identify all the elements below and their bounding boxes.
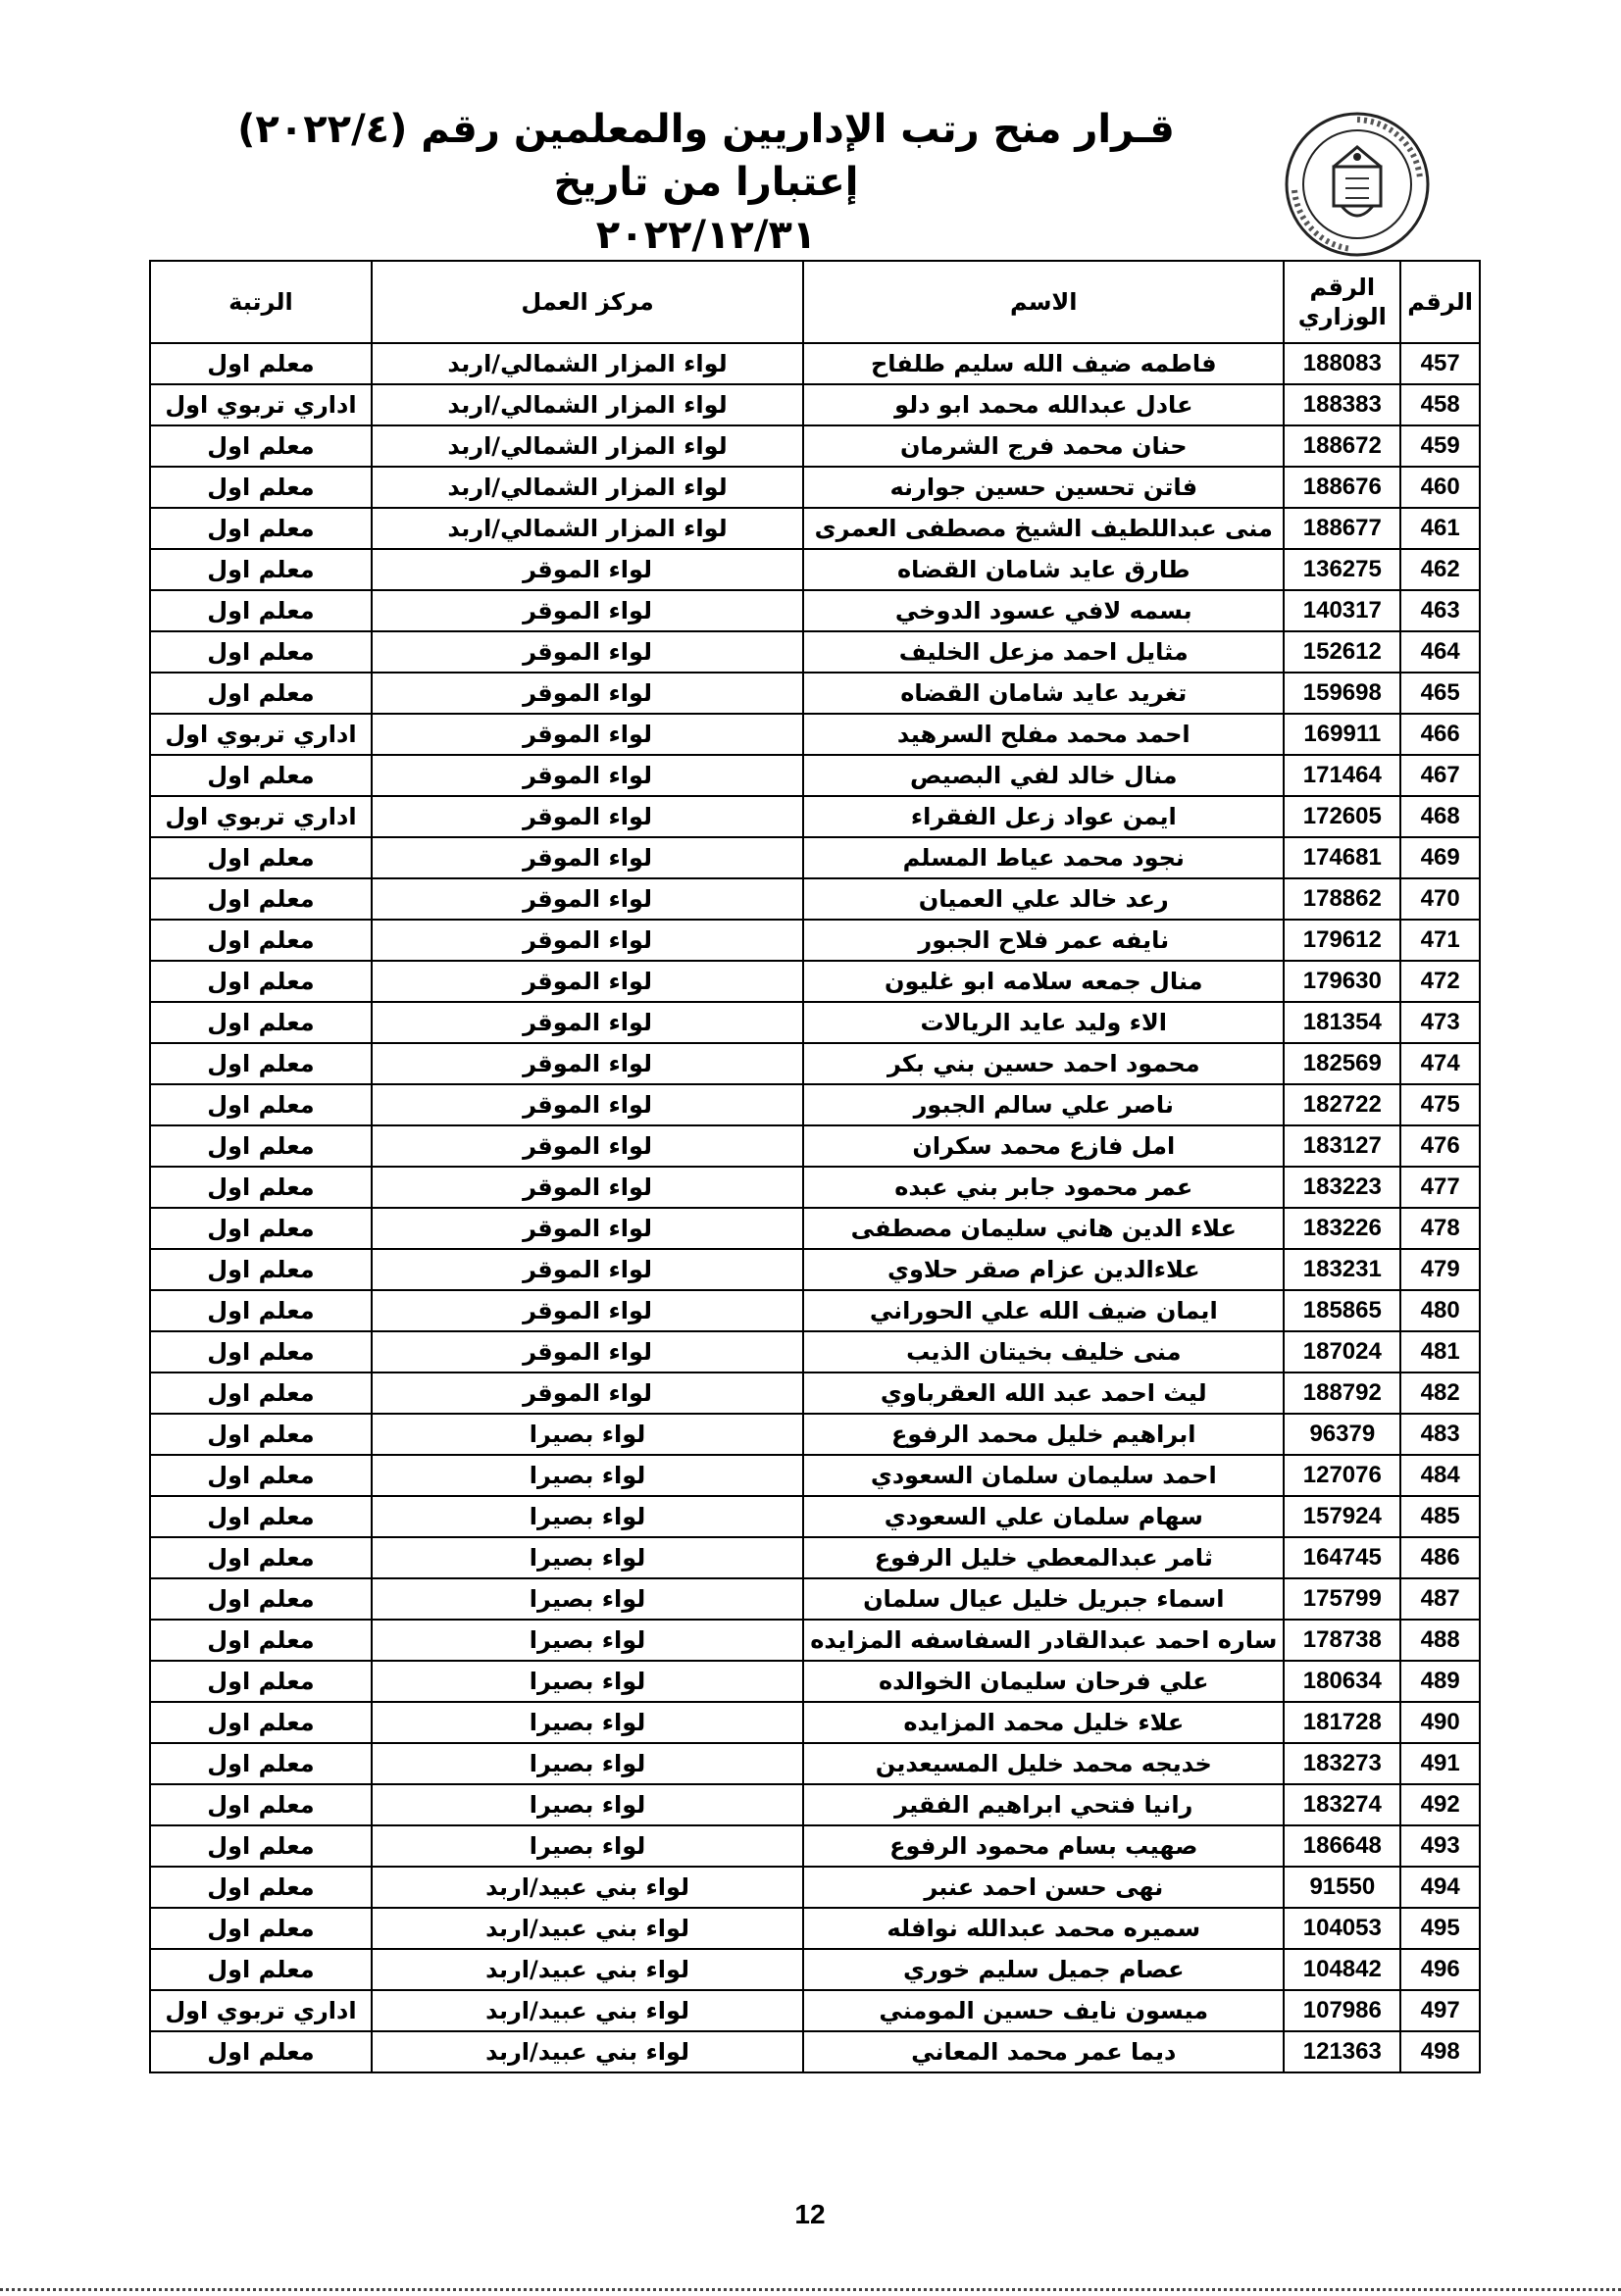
rank-cell: معلم اول — [150, 878, 372, 920]
workplace-cell: لواء الموقر — [372, 1249, 803, 1290]
ministry-number-cell: 180634 — [1284, 1661, 1400, 1702]
table-row — [150, 508, 1480, 549]
rank-cell: معلم اول — [150, 1661, 372, 1702]
employee-name-cell: صهيب بسام محمود الرفوع — [803, 1825, 1284, 1867]
ministry-number-cell: 136275 — [1284, 549, 1400, 590]
table-row — [150, 1702, 1480, 1743]
employee-name-cell: احمد محمد مفلح السرهيد — [803, 714, 1284, 755]
rank-cell: معلم اول — [150, 1167, 372, 1208]
table-row — [150, 343, 1480, 384]
employee-name-cell: ناصر علي سالم الجبور — [803, 1084, 1284, 1125]
title-line-1: قـرار منح رتب الإداريين والمعلمين رقم (٢٠٢٢/٤) إعتبارا من تاريخ — [237, 107, 1175, 205]
employee-name-cell: احمد سليمان سلمان السعودي — [803, 1455, 1284, 1496]
employee-name-cell: فاتن تحسين حسين جوارنه — [803, 467, 1284, 508]
rank-cell: معلم اول — [150, 1908, 372, 1949]
workplace-cell: لواء بصيرا — [372, 1537, 803, 1578]
ministry-number-cell: 159698 — [1284, 673, 1400, 714]
ministry-number-cell: 179612 — [1284, 920, 1400, 961]
ministry-number-cell: 169911 — [1284, 714, 1400, 755]
rank-cell: معلم اول — [150, 467, 372, 508]
workplace-cell: لواء المزار الشمالي/اربد — [372, 467, 803, 508]
ministry-number-cell: 171464 — [1284, 755, 1400, 796]
table-row — [150, 961, 1480, 1002]
workplace-cell: لواء الموقر — [372, 796, 803, 837]
row-number-cell: 458 — [1400, 384, 1480, 425]
rank-cell: معلم اول — [150, 1949, 372, 1990]
row-number-cell: 481 — [1400, 1331, 1480, 1373]
rank-cell: معلم اول — [150, 1084, 372, 1125]
rank-cell: معلم اول — [150, 1496, 372, 1537]
table-row — [150, 837, 1480, 878]
employee-name-cell: نجود محمد عياط المسلم — [803, 837, 1284, 878]
workplace-cell: لواء الموقر — [372, 755, 803, 796]
table-row — [150, 755, 1480, 796]
workplace-cell: لواء بصيرا — [372, 1825, 803, 1867]
rank-cell: معلم اول — [150, 1784, 372, 1825]
workplace-cell: لواء المزار الشمالي/اربد — [372, 508, 803, 549]
ministry-seal-icon — [1283, 110, 1432, 259]
rank-cell: معلم اول — [150, 425, 372, 467]
table-row — [150, 1043, 1480, 1084]
workplace-cell: لواء بصيرا — [372, 1702, 803, 1743]
row-number-cell: 476 — [1400, 1125, 1480, 1167]
workplace-cell: لواء الموقر — [372, 961, 803, 1002]
rank-cell: معلم اول — [150, 1290, 372, 1331]
rank-cell: معلم اول — [150, 755, 372, 796]
header-number: الرقم — [1400, 261, 1480, 343]
row-number-cell: 491 — [1400, 1743, 1480, 1784]
rank-cell: معلم اول — [150, 1867, 372, 1908]
employee-name-cell: ابراهيم خليل محمد الرفوع — [803, 1414, 1284, 1455]
ministry-number-cell: 178862 — [1284, 878, 1400, 920]
bottom-dotted-divider — [0, 2288, 1621, 2291]
employee-name-cell: مثايل احمد مزعل الخليف — [803, 631, 1284, 673]
workplace-cell: لواء بصيرا — [372, 1578, 803, 1620]
row-number-cell: 468 — [1400, 796, 1480, 837]
table-row — [150, 714, 1480, 755]
table-row — [150, 1784, 1480, 1825]
row-number-cell: 472 — [1400, 961, 1480, 1002]
document-title — [177, 103, 1236, 262]
workplace-cell: لواء بصيرا — [372, 1414, 803, 1455]
row-number-cell: 463 — [1400, 590, 1480, 631]
workplace-cell: لواء بصيرا — [372, 1784, 803, 1825]
table-row — [150, 1414, 1480, 1455]
ministry-number-cell: 181354 — [1284, 1002, 1400, 1043]
row-number-cell: 486 — [1400, 1537, 1480, 1578]
ministry-number-cell: 172605 — [1284, 796, 1400, 837]
employee-name-cell: ميسون نايف حسين المومني — [803, 1990, 1284, 2031]
employee-name-cell: طارق عايد شامان القضاه — [803, 549, 1284, 590]
row-number-cell: 496 — [1400, 1949, 1480, 1990]
employee-name-cell: ايمن عواد زعل الفقراء — [803, 796, 1284, 837]
rank-cell: معلم اول — [150, 1537, 372, 1578]
header-workplace: مركز العمل — [372, 261, 803, 343]
employee-name-cell: ديما عمر محمد المعاني — [803, 2031, 1284, 2072]
ministry-number-cell: 182722 — [1284, 1084, 1400, 1125]
rank-cell: معلم اول — [150, 1825, 372, 1867]
workplace-cell: لواء بصيرا — [372, 1496, 803, 1537]
rank-cell: معلم اول — [150, 1743, 372, 1784]
workplace-cell: لواء الموقر — [372, 1043, 803, 1084]
employee-name-cell: نهى حسن احمد عنبر — [803, 1867, 1284, 1908]
rank-cell: اداري تربوي اول — [150, 796, 372, 837]
table-row — [150, 590, 1480, 631]
workplace-cell: لواء بني عبيد/اربد — [372, 1990, 803, 2031]
row-number-cell: 483 — [1400, 1414, 1480, 1455]
workplace-cell: لواء الموقر — [372, 1290, 803, 1331]
header-rank: الرتبة — [150, 261, 372, 343]
rank-cell: معلم اول — [150, 1002, 372, 1043]
rank-cell: معلم اول — [150, 673, 372, 714]
ministry-number-cell: 186648 — [1284, 1825, 1400, 1867]
header-name: الاسم — [803, 261, 1284, 343]
row-number-cell: 485 — [1400, 1496, 1480, 1537]
employee-name-cell: علاء الدين هاني سليمان مصطفى — [803, 1208, 1284, 1249]
rank-cell: معلم اول — [150, 631, 372, 673]
ministry-number-cell: 183274 — [1284, 1784, 1400, 1825]
table-row — [150, 1620, 1480, 1661]
ministry-number-cell: 182569 — [1284, 1043, 1400, 1084]
table-row — [150, 1373, 1480, 1414]
rank-cell: معلم اول — [150, 1208, 372, 1249]
workplace-cell: لواء المزار الشمالي/اربد — [372, 425, 803, 467]
table-row — [150, 1496, 1480, 1537]
table-row — [150, 1331, 1480, 1373]
table-row — [150, 1125, 1480, 1167]
rank-cell: معلم اول — [150, 1043, 372, 1084]
ministry-number-cell: 185865 — [1284, 1290, 1400, 1331]
employee-name-cell: سميره محمد عبدالله نوافله — [803, 1908, 1284, 1949]
table-row — [150, 1825, 1480, 1867]
rank-cell: معلم اول — [150, 961, 372, 1002]
row-number-cell: 498 — [1400, 2031, 1480, 2072]
table-row — [150, 1661, 1480, 1702]
employee-name-cell: عادل عبدالله محمد ابو دلو — [803, 384, 1284, 425]
ministry-number-cell: 188672 — [1284, 425, 1400, 467]
ministry-number-cell: 104842 — [1284, 1949, 1400, 1990]
workplace-cell: لواء الموقر — [372, 837, 803, 878]
row-number-cell: 494 — [1400, 1867, 1480, 1908]
table-row — [150, 1084, 1480, 1125]
table-row — [150, 1537, 1480, 1578]
ministry-number-cell: 140317 — [1284, 590, 1400, 631]
workplace-cell: لواء الموقر — [372, 1125, 803, 1167]
rank-cell: معلم اول — [150, 2031, 372, 2072]
table-row — [150, 1867, 1480, 1908]
ministry-number-cell: 157924 — [1284, 1496, 1400, 1537]
row-number-cell: 462 — [1400, 549, 1480, 590]
employee-name-cell: ثامر عبدالمعطي خليل الرفوع — [803, 1537, 1284, 1578]
table-row — [150, 1908, 1480, 1949]
rank-cell: معلم اول — [150, 1249, 372, 1290]
employee-name-cell: فاطمه ضيف الله سليم طلفاح — [803, 343, 1284, 384]
employee-name-cell: رانيا فتحي ابراهيم الفقير — [803, 1784, 1284, 1825]
workplace-cell: لواء بصيرا — [372, 1743, 803, 1784]
employee-name-cell: بسمه لافي عسود الدوخي — [803, 590, 1284, 631]
row-number-cell: 473 — [1400, 1002, 1480, 1043]
row-number-cell: 471 — [1400, 920, 1480, 961]
employee-name-cell: محمود احمد حسين بني بكر — [803, 1043, 1284, 1084]
row-number-cell: 467 — [1400, 755, 1480, 796]
rank-cell: معلم اول — [150, 1578, 372, 1620]
ministry-number-cell: 188383 — [1284, 384, 1400, 425]
row-number-cell: 489 — [1400, 1661, 1480, 1702]
table-row — [150, 2031, 1480, 2072]
rank-cell: معلم اول — [150, 343, 372, 384]
workplace-cell: لواء الموقر — [372, 590, 803, 631]
employee-name-cell: علاءالدين عزام صقر حلاوي — [803, 1249, 1284, 1290]
employee-name-cell: نايفه عمر فلاح الجبور — [803, 920, 1284, 961]
header-ministry-number: الرقم الوزاري — [1284, 261, 1400, 343]
row-number-cell: 466 — [1400, 714, 1480, 755]
table-row — [150, 673, 1480, 714]
ministry-number-cell: 179630 — [1284, 961, 1400, 1002]
ministry-number-cell: 104053 — [1284, 1908, 1400, 1949]
row-number-cell: 469 — [1400, 837, 1480, 878]
ministry-number-cell: 96379 — [1284, 1414, 1400, 1455]
row-number-cell: 482 — [1400, 1373, 1480, 1414]
employee-name-cell: ايمان ضيف الله علي الحوراني — [803, 1290, 1284, 1331]
table-row — [150, 1990, 1480, 2031]
ministry-number-cell: 121363 — [1284, 2031, 1400, 2072]
employee-name-cell: حنان محمد فرج الشرمان — [803, 425, 1284, 467]
ministry-number-cell: 174681 — [1284, 837, 1400, 878]
rank-cell: اداري تربوي اول — [150, 1990, 372, 2031]
workplace-cell: لواء الموقر — [372, 1002, 803, 1043]
row-number-cell: 490 — [1400, 1702, 1480, 1743]
employee-name-cell: عصام جميل سليم خوري — [803, 1949, 1284, 1990]
row-number-cell: 495 — [1400, 1908, 1480, 1949]
table-row — [150, 631, 1480, 673]
page-number: 12 — [794, 2199, 826, 2229]
employee-name-cell: اسماء جبريل خليل عيال سلمان — [803, 1578, 1284, 1620]
workplace-cell: لواء بني عبيد/اربد — [372, 1867, 803, 1908]
row-number-cell: 475 — [1400, 1084, 1480, 1125]
employee-name-cell: تغريد عايد شامان القضاه — [803, 673, 1284, 714]
ministry-number-cell: 107986 — [1284, 1990, 1400, 2031]
table-row — [150, 878, 1480, 920]
ministry-number-cell: 188083 — [1284, 343, 1400, 384]
row-number-cell: 461 — [1400, 508, 1480, 549]
row-number-cell: 480 — [1400, 1290, 1480, 1331]
rank-cell: معلم اول — [150, 549, 372, 590]
employee-name-cell: منى خليف بخيتان الذيب — [803, 1331, 1284, 1373]
workplace-cell: لواء الموقر — [372, 673, 803, 714]
employee-name-cell: علي فرحان سليمان الخوالده — [803, 1661, 1284, 1702]
ministry-number-cell: 183226 — [1284, 1208, 1400, 1249]
row-number-cell: 497 — [1400, 1990, 1480, 2031]
title-line-2: ٢٠٢٢/١٢/٣١ — [595, 213, 817, 258]
table-row — [150, 384, 1480, 425]
employee-name-cell: رعد خالد علي العميان — [803, 878, 1284, 920]
employee-name-cell: ساره احمد عبدالقادر السفاسفه المزايده — [803, 1620, 1284, 1661]
rank-cell: معلم اول — [150, 508, 372, 549]
table-row — [150, 1002, 1480, 1043]
employee-name-cell: امل فازع محمد سكران — [803, 1125, 1284, 1167]
employee-name-cell: علاء خليل محمد المزايده — [803, 1702, 1284, 1743]
table-row — [150, 920, 1480, 961]
employee-name-cell: منال خالد لفي البصيص — [803, 755, 1284, 796]
workplace-cell: لواء بصيرا — [372, 1661, 803, 1702]
rank-cell: معلم اول — [150, 1702, 372, 1743]
ministry-number-cell: 188792 — [1284, 1373, 1400, 1414]
row-number-cell: 470 — [1400, 878, 1480, 920]
rank-cell: معلم اول — [150, 920, 372, 961]
rank-cell: اداري تربوي اول — [150, 384, 372, 425]
table-row — [150, 425, 1480, 467]
ministry-number-cell: 183231 — [1284, 1249, 1400, 1290]
rank-cell: اداري تربوي اول — [150, 714, 372, 755]
workplace-cell: لواء الموقر — [372, 631, 803, 673]
table-row — [150, 1167, 1480, 1208]
row-number-cell: 460 — [1400, 467, 1480, 508]
ministry-number-cell: 152612 — [1284, 631, 1400, 673]
ministry-number-cell: 164745 — [1284, 1537, 1400, 1578]
table-row — [150, 796, 1480, 837]
ministry-number-cell: 175799 — [1284, 1578, 1400, 1620]
ministry-number-cell: 181728 — [1284, 1702, 1400, 1743]
workplace-cell: لواء المزار الشمالي/اربد — [372, 384, 803, 425]
rank-cell: معلم اول — [150, 837, 372, 878]
workplace-cell: لواء الموقر — [372, 549, 803, 590]
rank-cell: معلم اول — [150, 590, 372, 631]
employee-name-cell: سهام سلمان علي السعودي — [803, 1496, 1284, 1537]
workplace-cell: لواء الموقر — [372, 1167, 803, 1208]
workplace-cell: لواء المزار الشمالي/اربد — [372, 343, 803, 384]
workplace-cell: لواء بصيرا — [372, 1455, 803, 1496]
workplace-cell: لواء الموقر — [372, 878, 803, 920]
employee-name-cell: خديجه محمد خليل المسيعدين — [803, 1743, 1284, 1784]
workplace-cell: لواء الموقر — [372, 714, 803, 755]
row-number-cell: 459 — [1400, 425, 1480, 467]
table-row — [150, 1208, 1480, 1249]
workplace-cell: لواء الموقر — [372, 920, 803, 961]
workplace-cell: لواء بني عبيد/اربد — [372, 2031, 803, 2072]
ministry-number-cell: 183273 — [1284, 1743, 1400, 1784]
table-row — [150, 467, 1480, 508]
ministry-number-cell: 183127 — [1284, 1125, 1400, 1167]
rank-cell: معلم اول — [150, 1331, 372, 1373]
promotions-table — [149, 260, 1481, 2073]
ministry-number-cell: 187024 — [1284, 1331, 1400, 1373]
table-row — [150, 1743, 1480, 1784]
rank-cell: معلم اول — [150, 1620, 372, 1661]
workplace-cell: لواء بصيرا — [372, 1620, 803, 1661]
table-row — [150, 1578, 1480, 1620]
workplace-cell: لواء بني عبيد/اربد — [372, 1949, 803, 1990]
table-row — [150, 549, 1480, 590]
ministry-number-cell: 183223 — [1284, 1167, 1400, 1208]
ministry-number-cell: 91550 — [1284, 1867, 1400, 1908]
rank-cell: معلم اول — [150, 1455, 372, 1496]
row-number-cell: 477 — [1400, 1167, 1480, 1208]
row-number-cell: 484 — [1400, 1455, 1480, 1496]
rank-cell: معلم اول — [150, 1414, 372, 1455]
rank-cell: معلم اول — [150, 1125, 372, 1167]
row-number-cell: 488 — [1400, 1620, 1480, 1661]
row-number-cell: 493 — [1400, 1825, 1480, 1867]
table-row — [150, 1249, 1480, 1290]
row-number-cell: 479 — [1400, 1249, 1480, 1290]
workplace-cell: لواء بني عبيد/اربد — [372, 1908, 803, 1949]
row-number-cell: 492 — [1400, 1784, 1480, 1825]
employee-name-cell: عمر محمود جابر بني عبده — [803, 1167, 1284, 1208]
employee-name-cell: الاء وليد عايد الريالات — [803, 1002, 1284, 1043]
table-row — [150, 1290, 1480, 1331]
table-row — [150, 1949, 1480, 1990]
ministry-number-cell: 188676 — [1284, 467, 1400, 508]
table-header-row — [150, 261, 1480, 343]
row-number-cell: 464 — [1400, 631, 1480, 673]
row-number-cell: 478 — [1400, 1208, 1480, 1249]
employee-name-cell: ليث احمد عبد الله العقرباوي — [803, 1373, 1284, 1414]
row-number-cell: 465 — [1400, 673, 1480, 714]
workplace-cell: لواء الموقر — [372, 1331, 803, 1373]
row-number-cell: 457 — [1400, 343, 1480, 384]
ministry-number-cell: 178738 — [1284, 1620, 1400, 1661]
workplace-cell: لواء الموقر — [372, 1373, 803, 1414]
employee-name-cell: منى عبداللطيف الشيخ مصطفى العمرى — [803, 508, 1284, 549]
workplace-cell: لواء الموقر — [372, 1208, 803, 1249]
row-number-cell: 487 — [1400, 1578, 1480, 1620]
row-number-cell: 474 — [1400, 1043, 1480, 1084]
workplace-cell: لواء الموقر — [372, 1084, 803, 1125]
ministry-number-cell: 127076 — [1284, 1455, 1400, 1496]
table-row — [150, 1455, 1480, 1496]
employee-name-cell: منال جمعه سلامه ابو غليون — [803, 961, 1284, 1002]
rank-cell: معلم اول — [150, 1373, 372, 1414]
ministry-number-cell: 188677 — [1284, 508, 1400, 549]
